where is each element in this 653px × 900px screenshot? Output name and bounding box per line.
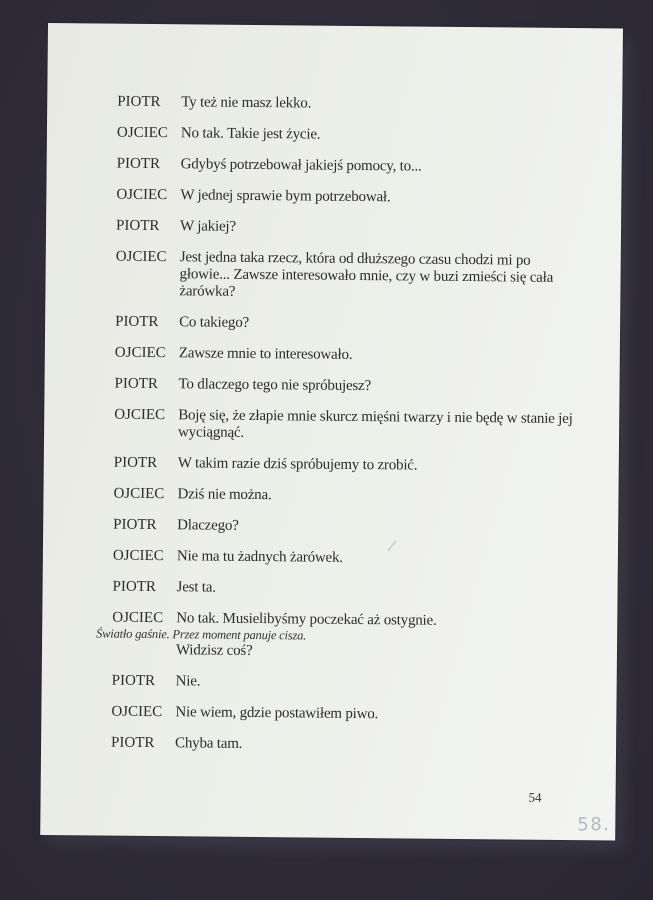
dialogue-cue	[115, 314, 601, 336]
dialogue-text: Jest ta.	[176, 579, 216, 596]
dialogue-text: Ty też nie masz lekko.	[181, 94, 312, 112]
dialogue-text: To dlaczego tego nie spróbujesz?	[178, 376, 372, 395]
dialogue-cue-row	[117, 125, 603, 147]
dialogue-cue-row	[113, 579, 599, 601]
dialogue-text: No tak. Takie jest życie.	[180, 125, 321, 143]
dialogue-cue	[116, 187, 602, 209]
dialogue-cue	[114, 407, 600, 446]
dialogue-text-continuation: Widzisz coś?	[175, 642, 253, 659]
dialogue-cue	[113, 548, 599, 570]
dialogue-cue	[113, 486, 599, 508]
dialogue-cue	[114, 455, 600, 477]
dialogue-cue-row	[114, 376, 600, 398]
dialogue-cue	[115, 249, 601, 305]
dialogue-text: Gdybyś potrzebował jakiejś pomocy, to...	[180, 156, 422, 175]
dialogue-cue-row	[115, 249, 601, 305]
dialogue-cue-row	[113, 548, 599, 570]
dialogue-text: Dziś nie można.	[177, 486, 272, 504]
dialogue-cue	[112, 673, 598, 695]
dialogue-cue-row	[111, 735, 597, 757]
speaker-name: PIOTR	[111, 672, 156, 690]
dialogue-text: W jakiej?	[179, 218, 236, 235]
dialogue-list	[96, 93, 603, 771]
dialogue-cue-row	[117, 94, 603, 116]
dialogue-text: No tak. Musielibyśmy poczekać aż ostygnie.	[176, 610, 437, 629]
speaker-name: PIOTR	[113, 454, 158, 472]
dialogue-cue-row	[114, 455, 600, 477]
page-number: 54	[528, 789, 542, 805]
dialogue-text: Dlaczego?	[177, 517, 239, 534]
dialogue-cue	[117, 94, 603, 116]
speaker-name: OJCIEC	[112, 609, 164, 627]
handwritten-page-mark: 58.	[577, 814, 611, 836]
speaker-name: PIOTR	[113, 516, 157, 534]
dialogue-cue-row	[112, 673, 598, 695]
dialogue-cue-row	[115, 345, 601, 367]
speaker-name: PIOTR	[115, 217, 160, 235]
dialogue-cue	[114, 376, 600, 398]
dialogue-text: Chyba tam.	[175, 735, 243, 752]
speaker-name: PIOTR	[116, 155, 161, 173]
dialogue-cue	[117, 156, 603, 178]
dialogue-cue-row	[113, 486, 599, 508]
speaker-name: OJCIEC	[116, 186, 168, 204]
dialogue-cue	[117, 125, 603, 147]
speaker-name: OJCIEC	[111, 703, 163, 721]
dialogue-cue	[111, 735, 597, 757]
dialogue-text: Nie wiem, gdzie postawiłem piwo.	[175, 704, 379, 723]
dialogue-text: Boję się, że złapie mnie skurcz mięśni twarzy i nie będę w stanie jej wyciągnąć.	[178, 407, 573, 441]
speaker-name: OJCIEC	[115, 248, 167, 266]
speaker-name: PIOTR	[112, 578, 157, 596]
dialogue-cue-row	[114, 407, 600, 446]
dialogue-cue	[96, 609, 598, 664]
dialogue-cue-row	[117, 156, 603, 178]
script-page	[40, 23, 623, 840]
dialogue-text: Jest jedna taka rzecz, która od dłuższego czasu chodzi mi po głowie... Zawsze interesowało mnie, czy w buzi zmieści się cała żarówka?	[179, 249, 554, 300]
dialogue-cue-row	[111, 704, 597, 726]
dialogue-text: Zawsze mnie to interesowało.	[178, 345, 353, 363]
dialogue-text: Co takiego?	[179, 314, 250, 331]
dialogue-text: W takim razie dziś spróbujemy to zrobić.	[177, 455, 418, 474]
dialogue-cue	[113, 517, 599, 539]
speaker-name: OJCIEC	[116, 124, 168, 142]
dialogue-cue-row	[116, 218, 602, 240]
speaker-name: PIOTR	[111, 734, 155, 752]
dialogue-cue	[115, 345, 601, 367]
dialogue-cue	[116, 218, 602, 240]
dialogue-cue	[113, 579, 599, 601]
dialogue-cue-row	[116, 187, 602, 209]
dialogue-cue	[111, 704, 597, 726]
dialogue-text: Nie.	[175, 673, 201, 690]
stage-direction: Światło gaśnie. Przez moment panuje cisza.	[96, 626, 307, 643]
speaker-name: OJCIEC	[112, 547, 164, 565]
speaker-name: OJCIEC	[114, 406, 166, 424]
dialogue-cue-row	[113, 517, 599, 539]
dialogue-text: Nie ma tu żadnych żarówek.	[176, 548, 343, 566]
dialogue-text: W jednej sprawie bym potrzebował.	[180, 187, 391, 206]
speaker-name: PIOTR	[115, 313, 159, 331]
speaker-name: PIOTR	[117, 93, 161, 111]
dialogue-cue-row	[115, 314, 601, 336]
speaker-name: PIOTR	[114, 375, 158, 393]
speaker-name: OJCIEC	[114, 344, 166, 362]
speaker-name: OJCIEC	[113, 485, 165, 503]
